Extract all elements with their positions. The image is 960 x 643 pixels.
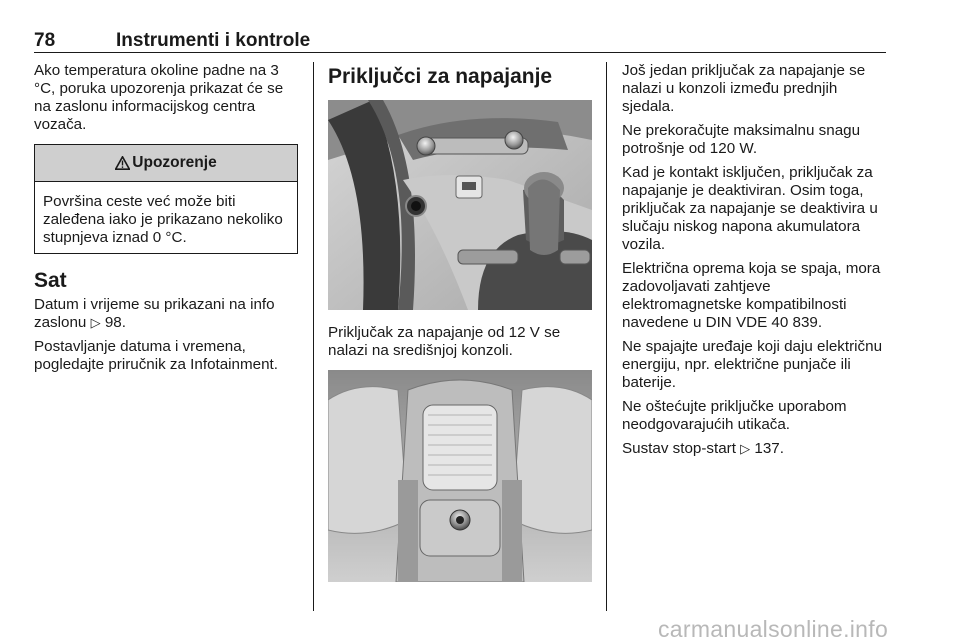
warning-text: Površina ceste već može biti zaleđena iako je prikazano nekoliko stupnjeva iznad 0 °C. (43, 193, 283, 246)
page-reference-icon: ▷ (90, 315, 101, 330)
paragraph-emc: Električna oprema koja se spaja, mora zadovoljavati zahtjeve elektromagnetske kompatibilnosti navedene u DIN VDE 40 839. (622, 260, 881, 331)
header-divider (34, 52, 886, 53)
power-outlets-heading: Priključci za napajanje (328, 65, 553, 88)
warning-title: Upozorenje (132, 154, 217, 171)
stop-start-text: Sustav stop-start (622, 440, 741, 457)
warning-box (34, 144, 298, 254)
clock-paragraph-1-text: Datum i vrijeme su prikazani na info zaslonu (34, 296, 275, 331)
clock-paragraph-1 (34, 296, 298, 332)
page-reference-icon: ▷ (740, 441, 751, 456)
paragraph-second-outlet: Još jedan priključak za napajanje se nalazi u konzoli između prednjih sjedala. (622, 62, 866, 115)
page-reference-link[interactable]: 98. (104, 314, 126, 331)
column-divider-2 (606, 62, 607, 611)
paragraph-no-chargers: Ne spajajte uređaje koji daju električnu energiju, npr. električne punjače ili baterije. (622, 338, 883, 391)
paragraph-ignition-off: Kad je kontakt isključen, priključak za napajanje je deaktiviran. Osim toga, priključak za napajanje se deaktivira u slučaju niskog napona akumulatora vozila. (622, 164, 878, 253)
page-header (34, 30, 886, 52)
warning-header (35, 145, 297, 182)
paragraph-plugs: Ne oštećujte priključke uporabom neodgovarajućih utikača. (622, 398, 847, 433)
warning-triangle-icon (115, 156, 130, 170)
paragraph-max-power: Ne prekoračujte maksimalnu snagu potrošnje od 120 W. (622, 122, 861, 157)
column-middle (328, 62, 592, 582)
clock-heading: Sat (34, 269, 67, 292)
paragraph-stop-start (622, 440, 888, 458)
center-console-illustration (328, 100, 592, 310)
column-divider-1 (313, 62, 314, 611)
column-left (34, 62, 298, 380)
temperature-paragraph: Ako temperatura okoline padne na 3 °C, poruka upozorenja prikazat će se na zaslonu informacijskog centra vozača. (34, 62, 284, 133)
page-reference-link[interactable]: 137. (754, 440, 784, 457)
column-right (622, 62, 888, 464)
chapter-title: Instrumenti i kontrole (116, 30, 311, 51)
page-number: 78 (34, 30, 56, 51)
watermark: carmanualsonline.info (658, 616, 889, 642)
warning-body (35, 182, 297, 253)
illustration-caption: Priključak za napajanje od 12 V se nalazi na središnjoj konzoli. (328, 324, 561, 359)
rear-console-illustration (328, 370, 592, 582)
clock-paragraph-2: Postavljanje datuma i vremena, pogledajte priručnik za Infotainment. (34, 338, 278, 373)
